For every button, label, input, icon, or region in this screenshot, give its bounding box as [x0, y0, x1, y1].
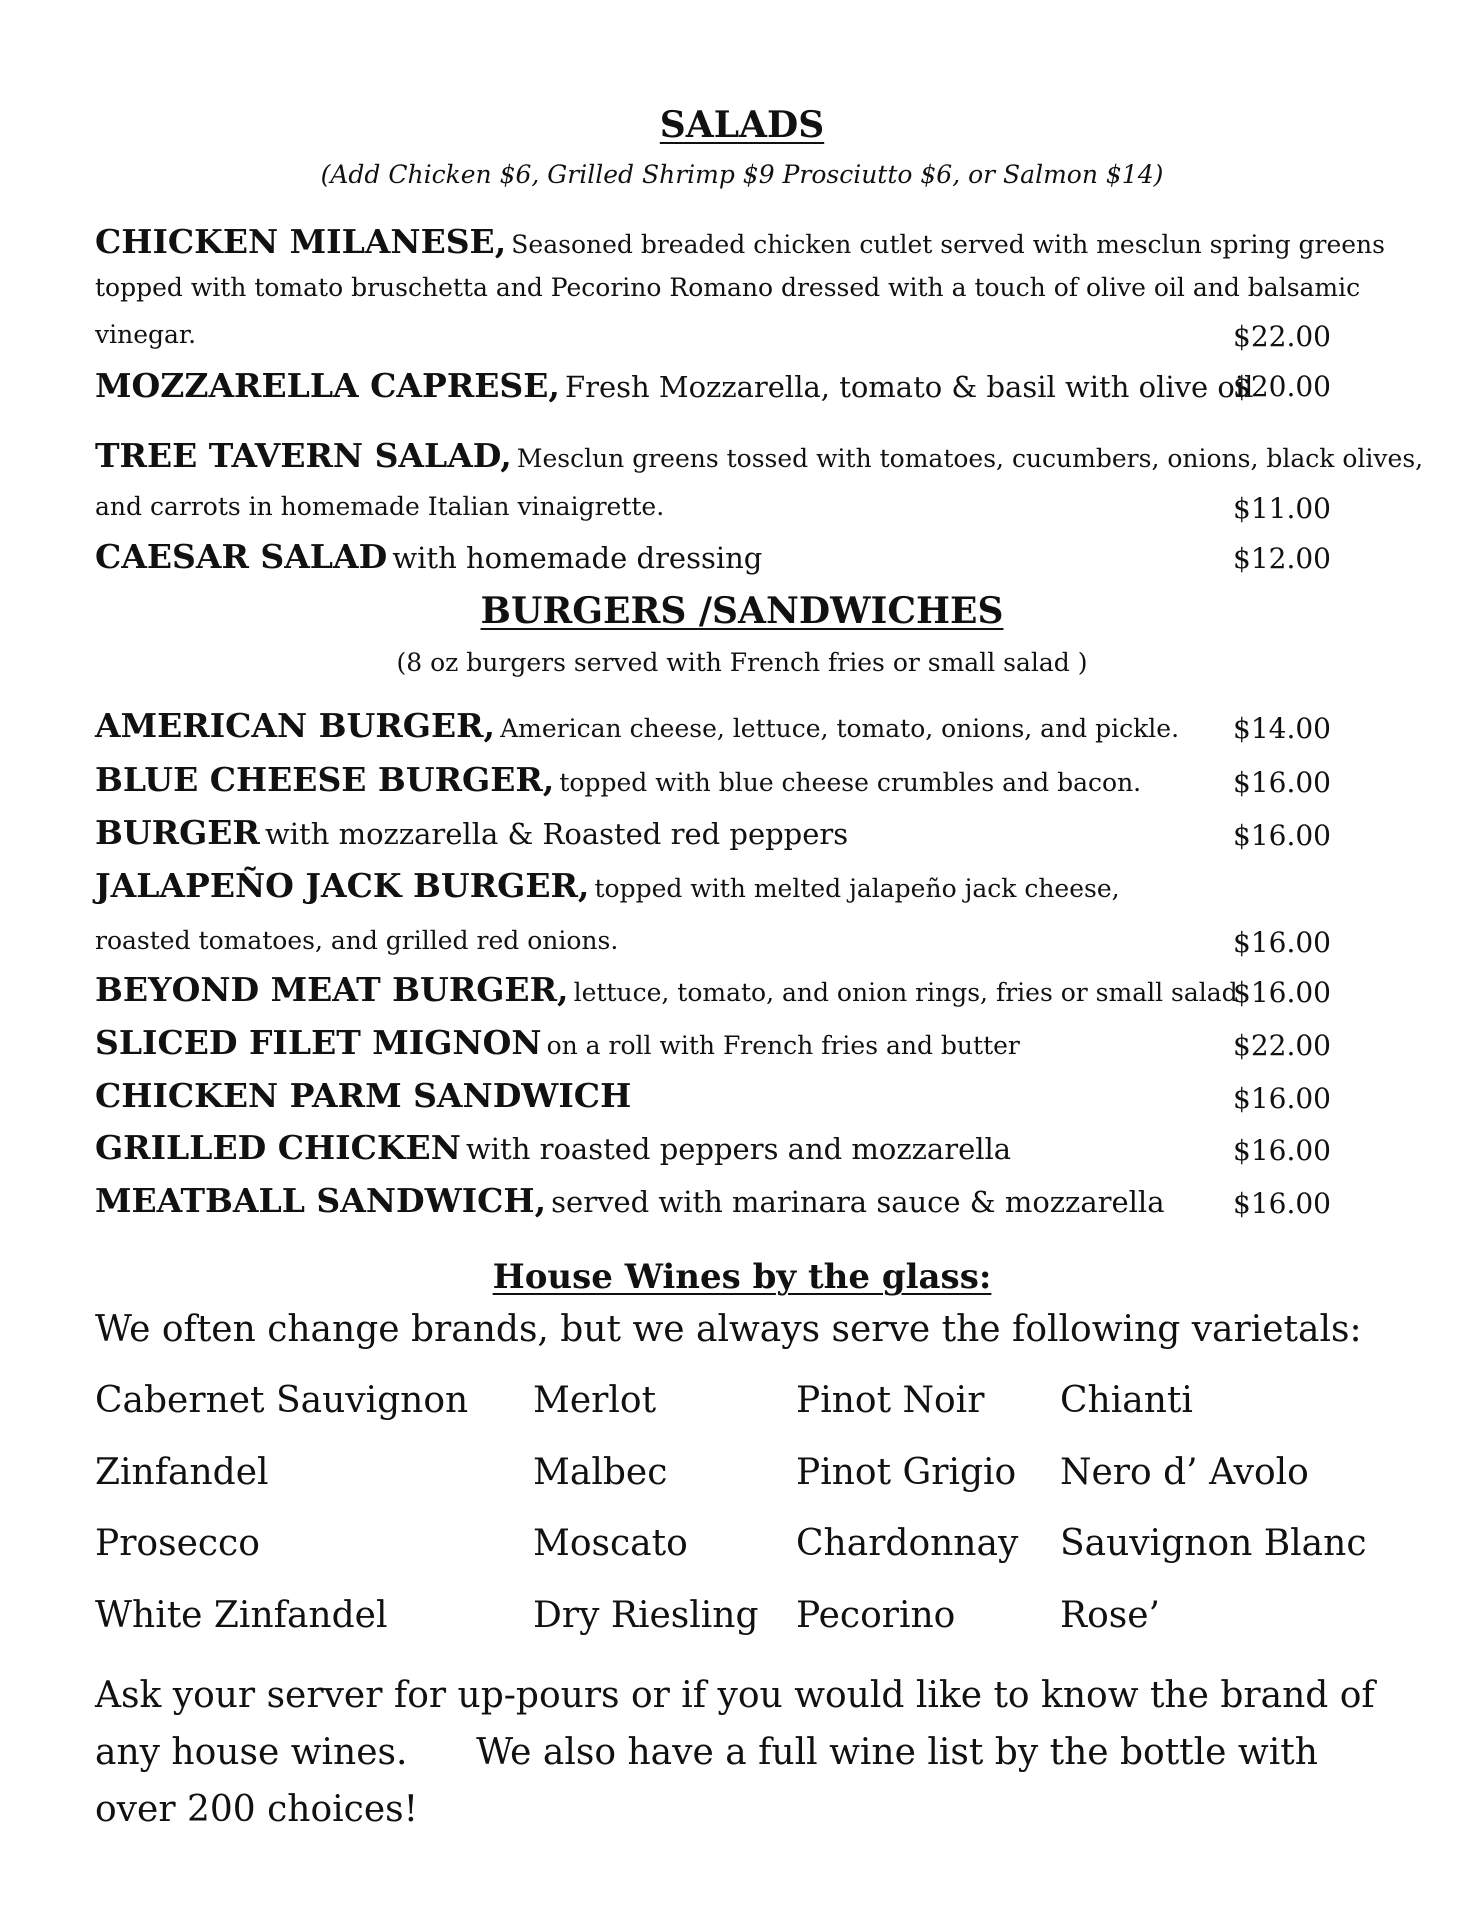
menu-item-chicken-milanese [95, 222, 1385, 261]
item-price: $16.00 [1233, 1187, 1331, 1220]
menu-item-tree-tavern-salad [95, 436, 1423, 475]
wine-varietal: White Zinfandel [95, 1595, 388, 1636]
item-description: topped with melted jalapeño jack cheese, [594, 874, 1120, 903]
menu-item-american-burger [95, 706, 1179, 745]
menu-item-meatball-sandwich [95, 1181, 1165, 1220]
item-description: Fresh Mozzarella, tomato & basil with olive oil [564, 370, 1254, 404]
item-description-cont: vinegar. [95, 320, 197, 349]
burgers-note: (8 oz burgers served with French fries or small salad ) [396, 648, 1088, 677]
item-name: BLUE CHEESE BURGER, [95, 760, 555, 799]
item-name: JALAPEÑO JACK BURGER, [95, 866, 590, 905]
item-price: $16.00 [1233, 926, 1331, 959]
item-description: American cheese, lettuce, tomato, onions, and pickle. [500, 714, 1180, 743]
wine-varietal: Malbec [533, 1452, 668, 1493]
item-description: with mozzarella & Roasted red peppers [264, 817, 849, 851]
item-description-cont: topped with tomato bruschetta and Pecorino Romano dressed with a touch of olive oil and balsamic [95, 273, 1361, 302]
menu-item-beyond-meat-burger [95, 970, 1238, 1009]
item-price: $22.00 [1233, 320, 1331, 353]
wine-varietal: Rose’ [1060, 1595, 1161, 1636]
wines-closing-note: Ask your server for up-pours or if you would like to know the brand of any house wines. We also have a full wine list by the bottle with over 200 choices! [95, 1675, 1387, 1830]
item-name: GRILLED CHICKEN [95, 1128, 461, 1167]
item-name: BURGER [95, 813, 260, 852]
item-price: $12.00 [1233, 542, 1331, 575]
item-name: CAESAR SALAD [95, 537, 388, 576]
menu-item-blue-cheese-burger [95, 760, 1141, 799]
wines-heading: House Wines by the glass: [492, 1257, 992, 1297]
item-price: $16.00 [1233, 976, 1331, 1009]
menu-item-sliced-filet-mignon [95, 1023, 1020, 1062]
menu-item-burger [95, 813, 848, 852]
item-price: $22.00 [1233, 1029, 1331, 1062]
item-description: with homemade dressing [392, 541, 763, 575]
item-price: $16.00 [1233, 1134, 1331, 1167]
wine-varietal: Prosecco [95, 1523, 260, 1564]
menu-item-caesar-salad [95, 537, 762, 576]
item-description: on a roll with French fries and butter [546, 1031, 1020, 1060]
item-description: Mesclun greens tossed with tomatoes, cucumbers, onions, black olives, [516, 444, 1424, 473]
wine-varietal: Moscato [533, 1523, 688, 1564]
item-description: lettuce, tomato, and onion rings, fries or small salad [573, 978, 1238, 1007]
menu-item-grilled-chicken [95, 1128, 1011, 1167]
wine-varietal: Cabernet Sauvignon [95, 1380, 469, 1421]
item-price: $11.00 [1233, 492, 1331, 525]
wine-varietal: Pinot Noir [796, 1380, 985, 1421]
wine-varietal: Nero d’ Avolo [1060, 1452, 1309, 1493]
item-price: $16.00 [1233, 766, 1331, 799]
wine-varietal: Pecorino [796, 1595, 956, 1636]
wines-intro: We often change brands, but we always serve the following varietals: [95, 1309, 1362, 1350]
item-price: $16.00 [1233, 819, 1331, 852]
wine-varietal: Chardonnay [796, 1523, 1019, 1564]
wine-varietal: Chianti [1060, 1380, 1193, 1421]
item-name: MEATBALL SANDWICH, [95, 1181, 547, 1220]
wine-varietal: Sauvignon Blanc [1060, 1523, 1367, 1564]
wine-varietal: Merlot [533, 1380, 657, 1421]
item-description-cont: and carrots in homemade Italian vinaigrette. [95, 492, 665, 521]
item-price: $16.00 [1233, 1082, 1331, 1115]
item-name: AMERICAN BURGER, [95, 706, 496, 745]
salads-addon-note: (Add Chicken $6, Grilled Shrimp $9 Prosciutto $6, or Salmon $14) [320, 160, 1164, 189]
salads-heading: SALADS [659, 104, 825, 146]
item-name: CHICKEN PARM SANDWICH [95, 1076, 632, 1115]
item-description: served with marinara sauce & mozzarella [551, 1185, 1165, 1219]
wine-varietal: Pinot Grigio [796, 1452, 1017, 1493]
item-name: MOZZARELLA CAPRESE, [95, 366, 560, 405]
menu-item-mozzarella-caprese [95, 366, 1253, 405]
wine-varietal: Zinfandel [95, 1452, 269, 1493]
item-description: topped with blue cheese crumbles and bacon. [559, 768, 1142, 797]
item-description-cont: roasted tomatoes, and grilled red onions. [95, 926, 619, 955]
item-name: BEYOND MEAT BURGER, [95, 970, 569, 1009]
item-description: Seasoned breaded chicken cutlet served with mesclun spring greens [511, 230, 1385, 259]
menu-item-chicken-parm-sandwich [95, 1076, 631, 1115]
wine-varietal: Dry Riesling [533, 1595, 759, 1636]
item-description: with roasted peppers and mozzarella [465, 1132, 1012, 1166]
item-name: CHICKEN MILANESE, [95, 222, 507, 261]
menu-item-jalapeno-jack-burger [95, 866, 1120, 905]
item-name: TREE TAVERN SALAD, [95, 436, 512, 475]
burgers-heading: BURGERS /SANDWICHES [480, 590, 1004, 632]
item-name: SLICED FILET MIGNON [95, 1023, 542, 1062]
item-price: $14.00 [1233, 712, 1331, 745]
item-price: $20.00 [1233, 370, 1331, 403]
